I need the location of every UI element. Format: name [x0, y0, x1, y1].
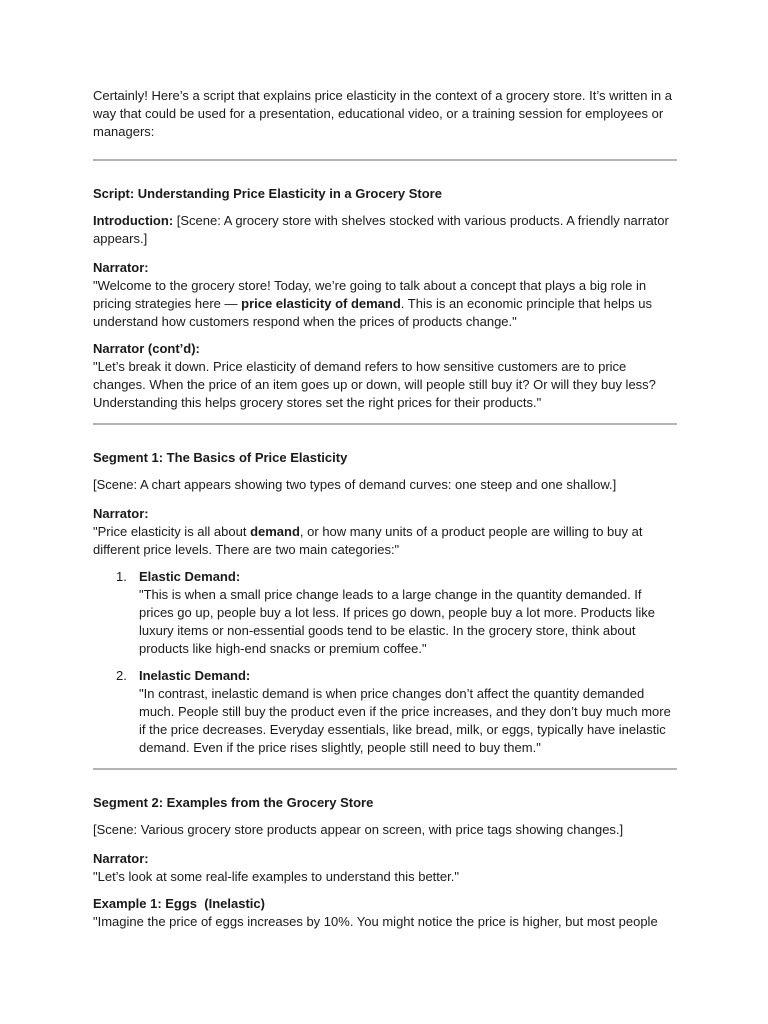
narrator-text-bold: demand [250, 524, 300, 539]
example1-block [93, 895, 677, 931]
introduction-label: Introduction: [93, 213, 174, 228]
list-item-text: "This is when a small price change leads to a large change in the quantity demanded. If prices go up, people buy a lot less. If prices go down, people buy a lot more. Products like luxury items or non-essential goods tend to be elastic. In the grocery store, think about products like high-end snacks or premium coffee." [139, 587, 655, 656]
narrator-text-after: . This is an economic principle that helps us understand how customers respond when the prices of products change." [93, 296, 653, 329]
narrator-block-1 [93, 259, 677, 331]
document-page [93, 87, 677, 940]
narrator-text-before: "Welcome to the grocery store! Today, we’re going to talk about a concept that plays a big role in pricing strategies here — [93, 278, 647, 311]
introduction-paragraph [93, 212, 677, 248]
narrator-label: Narrator: [93, 851, 149, 866]
intro-paragraph: Certainly! Here’s a script that explains price elasticity in the context of a grocery store. It’s written in a way that could be used for a presentation, educational video, or a training session for employees or managers: [93, 88, 672, 139]
example-label: Example 1: Eggs (Inelastic) [93, 896, 265, 911]
list-number: 1. [116, 569, 127, 584]
narrator-block-2 [93, 340, 677, 412]
list-item [93, 568, 677, 658]
script-title: Script: Understanding Price Elasticity in a Grocery Store [93, 186, 442, 201]
segment2-narrator-block [93, 850, 677, 886]
narrator-text-before: "Price elasticity is all about [93, 524, 251, 539]
list-item [93, 667, 677, 757]
segment1-scene: [Scene: A chart appears showing two types of demand curves: one steep and one shallow.] [93, 477, 617, 492]
narrator-text: "Let’s break it down. Price elasticity of demand refers to how sensitive customers are to price changes. When the price of an item goes up or down, will people still buy it? Or will they buy less? Understanding this helps grocery stores set the right prices for their products." [93, 359, 656, 410]
narrator-text: "Let’s look at some real-life examples to understand this better." [93, 869, 459, 884]
narrator-text [93, 523, 677, 559]
segment2-scene: [Scene: Various grocery store products appear on screen, with price tags showing changes.] [93, 822, 624, 837]
list-item-label: Elastic Demand: [139, 569, 241, 584]
list-number: 2. [116, 668, 127, 683]
demand-types-list [93, 568, 677, 757]
segment2-title: Segment 2: Examples from the Grocery Store [93, 795, 374, 810]
list-item-label: Inelastic Demand: [139, 668, 251, 683]
narrator-label: Narrator: [93, 260, 149, 275]
narrator-label: Narrator: [93, 506, 149, 521]
list-item-text: "In contrast, inelastic demand is when price changes don’t affect the quantity demanded much. People still buy the product even if the price increases, and they don’t buy much more if the price decreases. Everyday essentials, like bread, milk, or eggs, typically have inelastic demand. Even if the price rises slightly, people still need to buy them." [139, 686, 671, 755]
introduction-text: [Scene: A grocery store with shelves stocked with various products. A friendly narrator appears.] [93, 213, 669, 246]
narrator-label: Narrator (cont’d): [93, 341, 200, 356]
example-text: "Imagine the price of eggs increases by 10%. You might notice the price is higher, but most people [93, 914, 658, 929]
narrator-text [93, 277, 677, 331]
narrator-text-bold: price elasticity of demand [241, 296, 401, 311]
narrator-text-after: , or how many units of a product people are willing to buy at different price levels. There are two main categories:" [93, 524, 643, 557]
segment1-narrator-block [93, 505, 677, 559]
segment1-title: Segment 1: The Basics of Price Elasticity [93, 450, 348, 465]
